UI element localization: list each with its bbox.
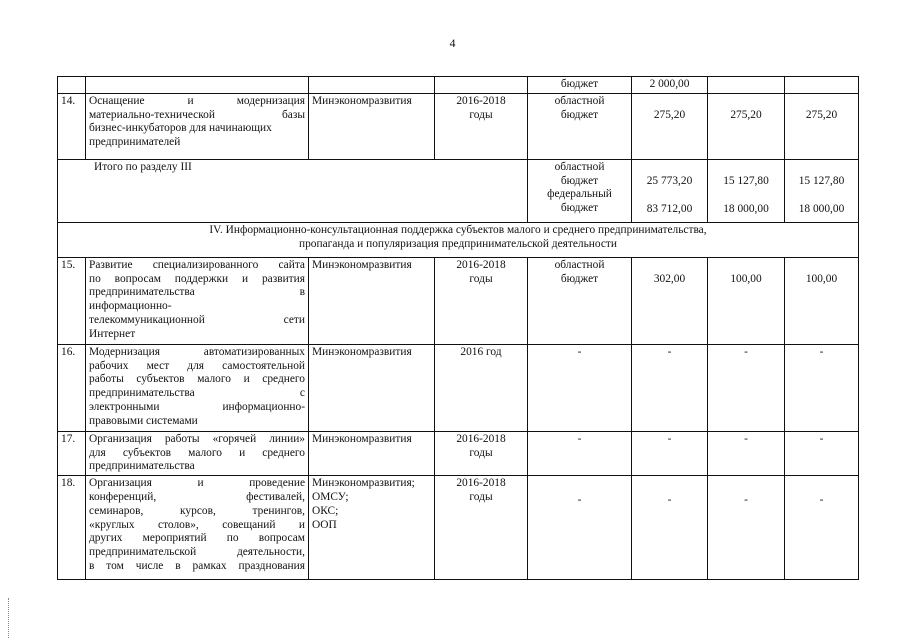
- executor-line: ОКС;: [312, 504, 339, 517]
- executor: [309, 476, 435, 580]
- value-text: 100,00: [805, 272, 838, 285]
- value-2016: -: [708, 476, 785, 580]
- executor: Минэкономразвития: [309, 431, 435, 475]
- funding-source: [528, 93, 632, 159]
- period-line: 2016-2018: [456, 258, 506, 271]
- source-line: областной: [554, 160, 605, 173]
- value-2017: -: [785, 431, 859, 475]
- activity-name: [86, 93, 309, 159]
- name-line: Модернизация автоматизированных: [89, 345, 305, 358]
- name-line: по вопросам поддержки и развития: [89, 272, 305, 285]
- activity-name: [86, 431, 309, 475]
- regional-2016: 15 127,80: [723, 174, 769, 187]
- total-value: -: [632, 476, 708, 580]
- row-number: 14.: [58, 93, 86, 159]
- row-number: 16.: [58, 344, 86, 431]
- row-number: 15.: [58, 257, 86, 344]
- name-line: «круглых столов», совещаний и: [89, 518, 305, 531]
- source-line: бюджет: [560, 108, 599, 121]
- value-2017: [785, 257, 859, 344]
- table-row: [58, 77, 859, 94]
- value-2016: -: [708, 431, 785, 475]
- name-line: семинаров, курсов, тренингов,: [89, 504, 305, 517]
- section-title-line: пропаганда и популяризация предпринимательской деятельности: [299, 237, 617, 250]
- value-2017: -: [785, 476, 859, 580]
- name-line: Развитие специализированного сайта: [89, 258, 305, 271]
- source-line: бюджет: [560, 202, 599, 215]
- subtotal-2017: [785, 159, 859, 222]
- period: [435, 93, 528, 159]
- source-line: бюджет: [560, 272, 599, 285]
- name-line: работы субъектов малого и среднего: [89, 373, 305, 386]
- table-row: [58, 476, 859, 580]
- program-table: [57, 76, 859, 580]
- name-line: правовыми системами: [89, 414, 198, 427]
- table-row: [58, 431, 859, 475]
- name-line: Интернет: [89, 327, 136, 340]
- source-line: бюджет: [560, 174, 599, 187]
- period: [435, 431, 528, 475]
- subtotal-total: [632, 159, 708, 222]
- name-line: Организация и проведение: [89, 477, 305, 490]
- federal-2016: 18 000,00: [723, 202, 769, 215]
- subtotal-2016: [708, 159, 785, 222]
- name-line: телекоммуникационной сети: [89, 313, 305, 326]
- value-2017: [785, 93, 859, 159]
- regional-total: 25 773,20: [646, 174, 693, 187]
- source-line: федеральный: [547, 188, 612, 201]
- executor: Минэкономразвития: [309, 257, 435, 344]
- name-cell: [86, 77, 309, 94]
- period-line: 2016-2018: [456, 94, 506, 107]
- period-line: годы: [469, 446, 493, 459]
- subtotal-row: [58, 159, 859, 222]
- table-row: [58, 93, 859, 159]
- total-cell: 2 000,00: [632, 77, 708, 94]
- period: [435, 257, 528, 344]
- period-line: 2016-2018: [456, 432, 506, 445]
- value-text: 275,20: [730, 108, 762, 121]
- name-line: информационно-: [89, 300, 172, 313]
- value-2016: [708, 257, 785, 344]
- period-cell: [435, 77, 528, 94]
- section-title: [58, 222, 859, 257]
- subtotal-sources: [528, 159, 632, 222]
- name-line: предпринимательской деятельности,: [89, 546, 305, 559]
- name-line: материально-технической базы: [89, 108, 305, 121]
- source-cell: бюджет: [528, 77, 632, 94]
- regional-2017: 15 127,80: [798, 174, 845, 187]
- executor-line: ООП: [312, 518, 337, 531]
- value-cell: [785, 77, 859, 94]
- executor-cell: [309, 77, 435, 94]
- federal-2017: 18 000,00: [798, 202, 845, 215]
- name-line: Оснащение и модернизация: [89, 94, 305, 107]
- value-2016: -: [708, 344, 785, 431]
- value-text: 302,00: [653, 272, 686, 285]
- value-2017: -: [785, 344, 859, 431]
- period-line: годы: [469, 490, 493, 503]
- funding-source: -: [528, 344, 632, 431]
- executor: Минэкономразвития: [309, 344, 435, 431]
- funding-source: -: [528, 431, 632, 475]
- section-header-row: [58, 222, 859, 257]
- table-row: [58, 344, 859, 431]
- federal-total: 83 712,00: [646, 202, 693, 215]
- name-line: предпринимательства с: [89, 387, 305, 400]
- name-line: для субъектов малого и среднего: [89, 446, 305, 459]
- period-line: 2016-2018: [456, 477, 506, 490]
- name-line: предпринимательства: [89, 460, 195, 473]
- row-number: 17.: [58, 431, 86, 475]
- period: [435, 476, 528, 580]
- executor-line: Минэкономразвития;: [312, 477, 415, 490]
- name-line: конференций, фестивалей,: [89, 490, 305, 503]
- name-line: Организация работы «горячей линии»: [89, 432, 305, 445]
- value-2016: [708, 93, 785, 159]
- source-line: областной: [554, 94, 605, 107]
- period-line: 2016 год: [460, 345, 502, 358]
- name-line: предпринимателей: [89, 136, 181, 149]
- activity-name: [86, 344, 309, 431]
- total-value: [632, 257, 708, 344]
- value-text: 100,00: [730, 272, 762, 285]
- subtotal-label: Итого по разделу III: [58, 159, 528, 222]
- num-cell: [58, 77, 86, 94]
- table-row: [58, 257, 859, 344]
- period: [435, 344, 528, 431]
- name-line: бизнес-инкубаторов для начинающих: [89, 122, 272, 135]
- row-number: 18.: [58, 476, 86, 580]
- value-cell: [708, 77, 785, 94]
- name-line: других мероприятий по вопросам: [89, 532, 305, 545]
- name-line: предпринимательства в: [89, 286, 305, 299]
- activity-name: [86, 476, 309, 580]
- value-text: 275,20: [805, 108, 838, 121]
- total-value: -: [632, 431, 708, 475]
- source-line: областной: [554, 258, 605, 271]
- page-number: 4: [449, 36, 456, 50]
- period-line: годы: [469, 272, 493, 285]
- total-value: [632, 93, 708, 159]
- name-line: в том числе в рамках празднования: [89, 559, 305, 572]
- funding-source: -: [528, 476, 632, 580]
- scan-margin-mark: [8, 598, 11, 638]
- section-title-line: IV. Информационно-консультационная поддержка субъектов малого и среднего предпринимательства,: [209, 223, 707, 236]
- funding-source: [528, 257, 632, 344]
- period-line: годы: [469, 108, 493, 121]
- value-text: 275,20: [653, 108, 686, 121]
- executor-line: ОМСУ;: [312, 490, 349, 503]
- executor: Минэкономразвития: [309, 93, 435, 159]
- name-line: электронными информационно-: [89, 400, 305, 413]
- total-value: -: [632, 344, 708, 431]
- name-line: рабочих мест для самостоятельной: [89, 359, 305, 372]
- activity-name: [86, 257, 309, 344]
